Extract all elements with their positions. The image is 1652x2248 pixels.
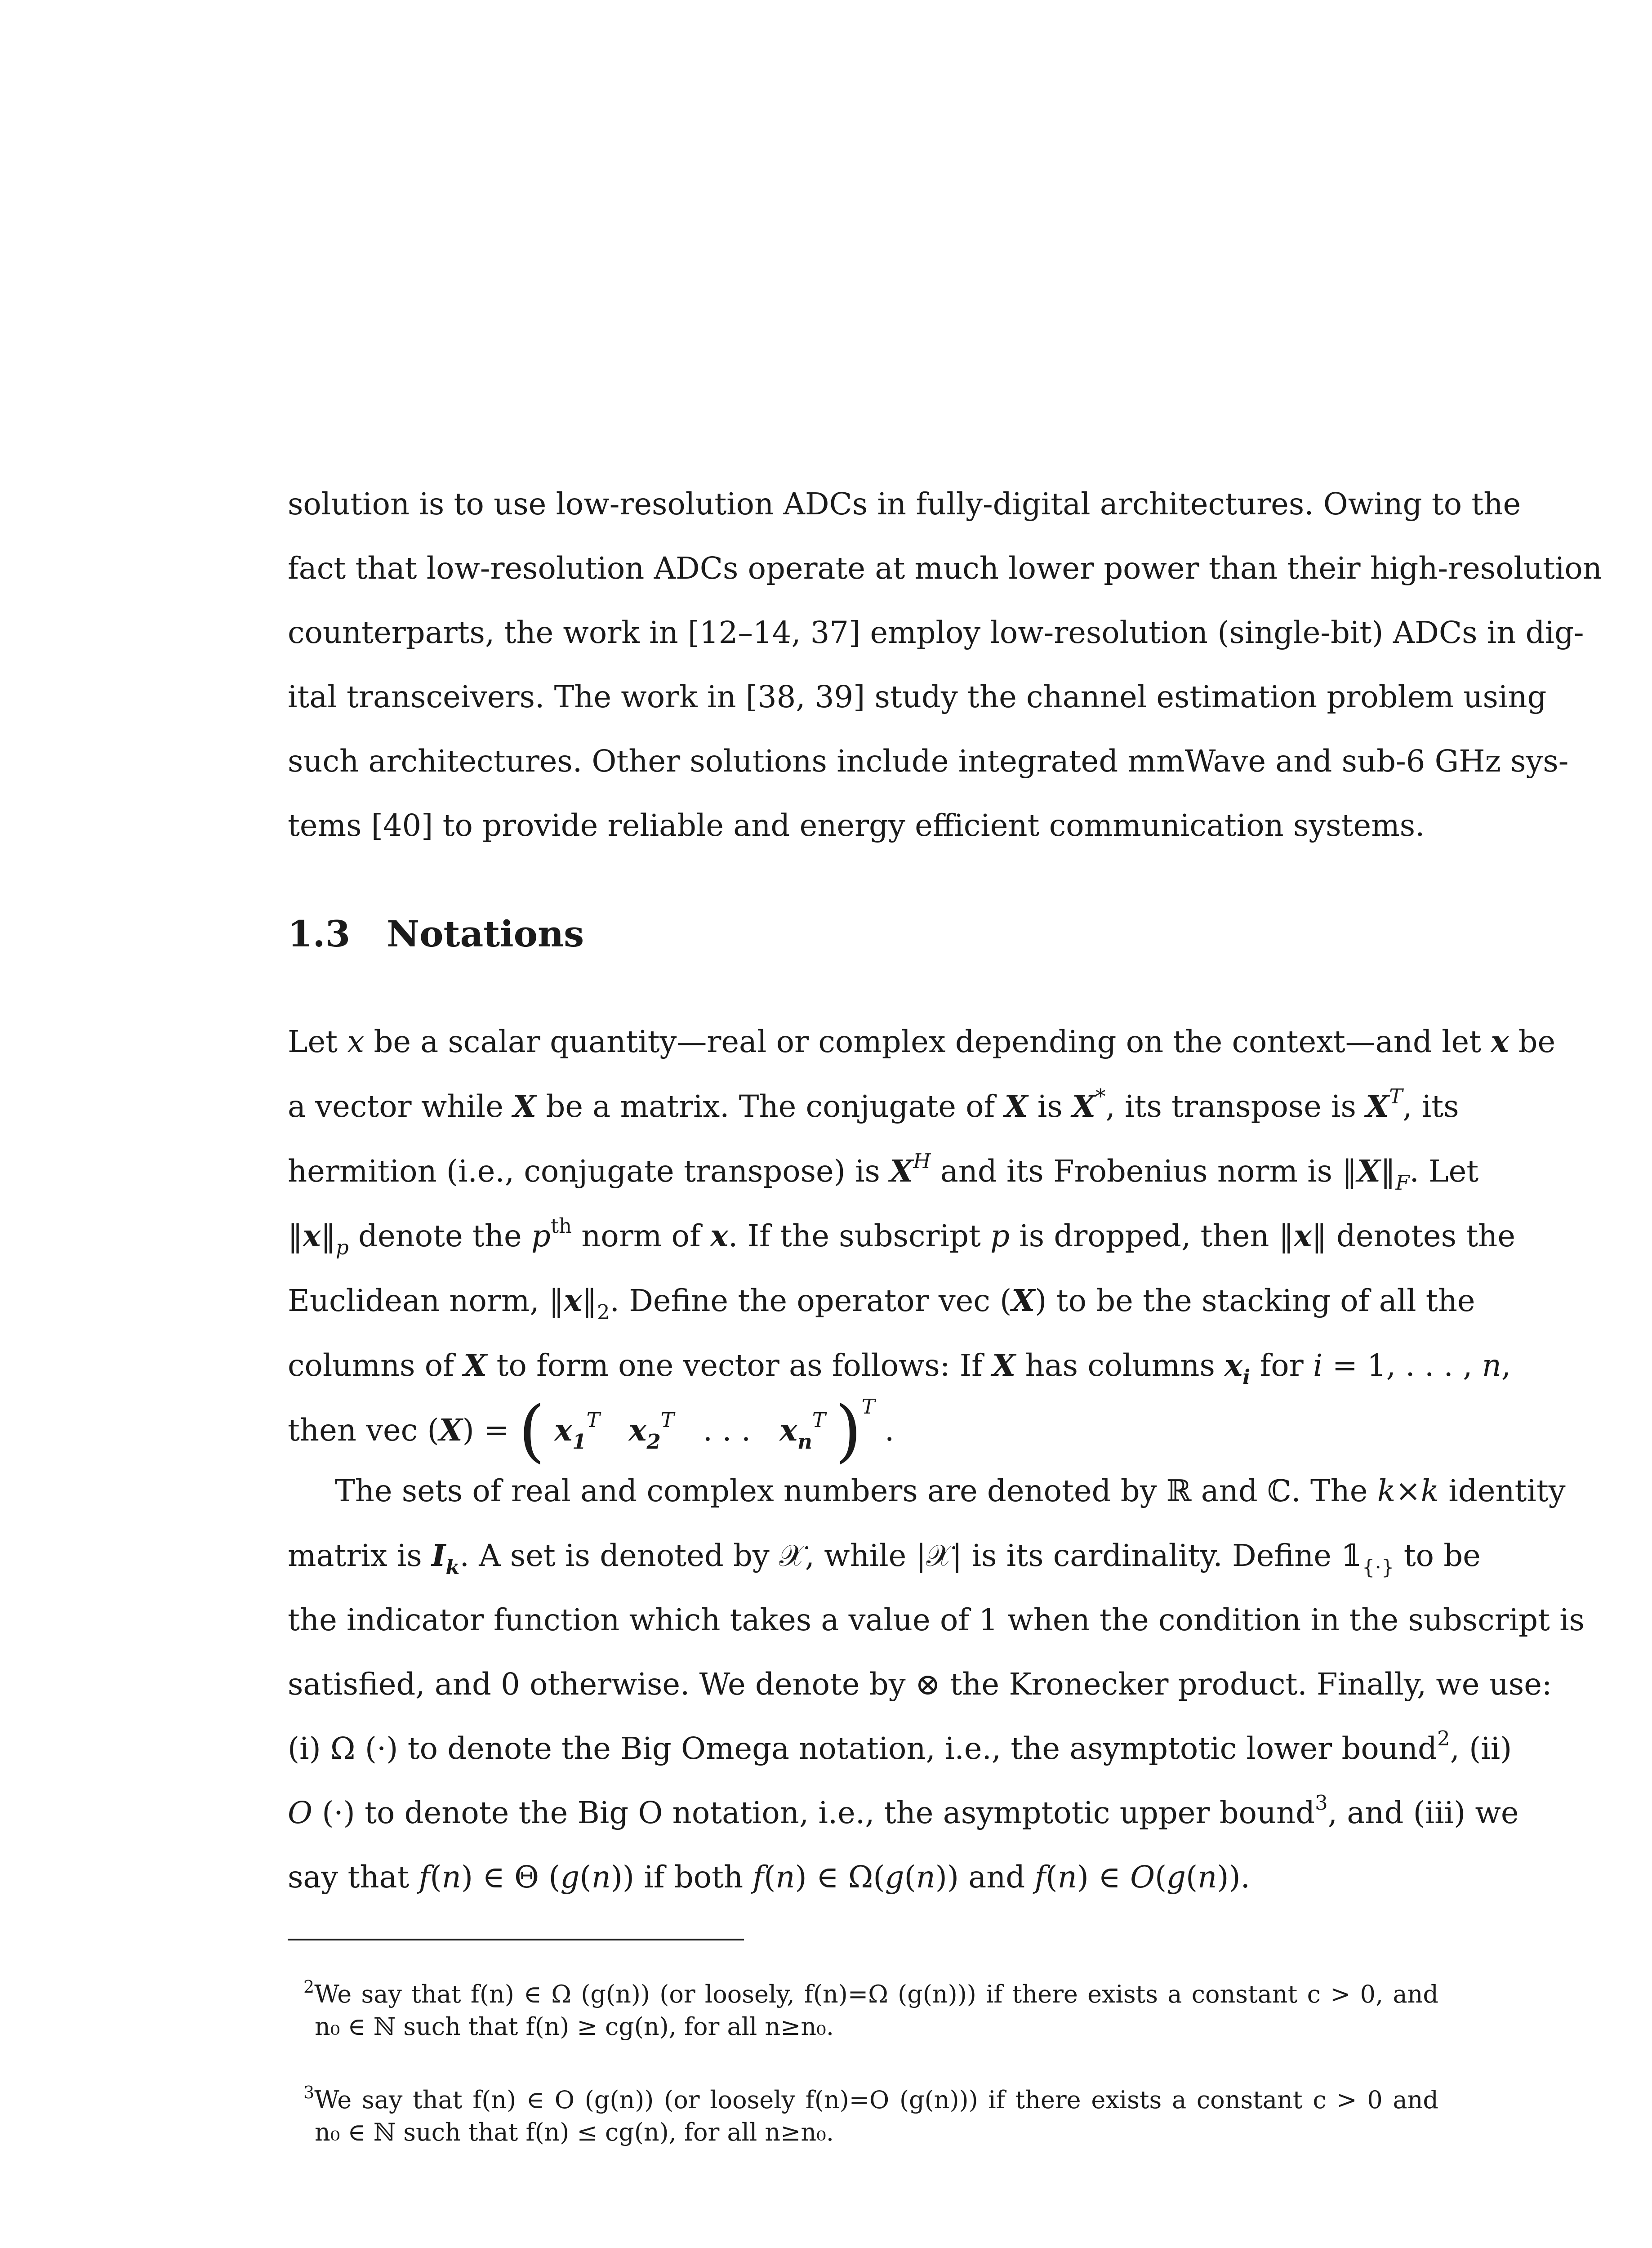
footnote-ref-2: 2 [1437, 1726, 1450, 1750]
text-line: (i) Ω (·) to denote the Big Omega notation, i.e., the asymptotic lower bound$^2$, (ii) [288, 1726, 1512, 1766]
text-line: counterparts, the work in [12–14, 37] employ low-resolution (single-bit) ADCs in dig- [288, 615, 1584, 650]
footnote-mark: 3 [303, 2083, 315, 2102]
text-line: The sets of real and complex numbers are denoted by ℝ and ℂ. The k×k identity [335, 1473, 1566, 1508]
text-line: hermition (i.e., conjugate transpose) is $X^H$ and its Frobenius norm is $‖X‖_F$. Let [288, 1149, 1479, 1195]
footnote-ref-3: 3 [1315, 1791, 1328, 1815]
text-line: say that f(n) ∈ Θ (g(n)) if both f(n) ∈ Ω(g(n)) and f(n) ∈ O(g(n)). [288, 1860, 1250, 1895]
footnote-mark: 2 [303, 1977, 315, 1997]
section-number: 1.3 [288, 913, 351, 955]
footnote-line: $^3$We say that f(n) ∈ O (g(n)) (or loosely f(n)=O (g(n))) if there exists a constant c > 0 and [303, 2083, 1438, 2114]
text-line: such architectures. Other solutions include integrated mmWave and sub-6 GHz sys- [288, 744, 1569, 779]
footnote-line: $^2$We say that f(n) ∈ Ω (g(n)) (or loosely, f(n)=Ω (g(n))) if there exists a constant c > 0, and [303, 1977, 1438, 2008]
text-line: O (·) to denote the Big O notation, i.e., the asymptotic upper bound$^3$, and (iii) we [288, 1791, 1519, 1830]
text-line: tems [40] to provide reliable and energy efficient communication systems. [288, 808, 1425, 843]
paragraph-intro-continued [288, 472, 1602, 858]
section-heading [288, 913, 584, 955]
text-line: $‖x‖_p$ denote the $p^{th}$ norm of x. If the subscript p is dropped, then ‖x‖ denotes the [288, 1214, 1515, 1259]
footnote-line: n₀ ∈ ℕ such that f(n) ≤ cg(n), for all n≥n₀. [315, 2118, 834, 2146]
text-line: columns of X to form one vector as follows: If X has columns $x_i$ for i = 1, . . . , n, [288, 1347, 1511, 1389]
footnote-separator [288, 1939, 744, 1940]
footnote-2 [288, 1978, 1438, 2043]
text-line: matrix is $I_k$. A set is denoted by 𝒳, while |𝒳| is its cardinality. Define $𝟙_{\{\cdot\}}$ to be [288, 1538, 1481, 1579]
text-line: a vector while X be a matrix. The conjugate of X is X*, its transpose is $X^T$, its [288, 1084, 1459, 1124]
text-line: solution is to use low-resolution ADCs in fully-digital architectures. Owing to the [288, 486, 1521, 522]
text-line: Let x be a scalar quantity—real or complex depending on the context—and let x be [288, 1024, 1556, 1059]
text-line: ital transceivers. The work in [38, 39] study the channel estimation problem using [288, 679, 1547, 714]
vec-definition-line: then vec (X) = ( $x_1^T$ $x_2^T$ . . . $x_n^T$ )$^T$ . [288, 1392, 895, 1470]
text-line: fact that low-resolution ADCs operate at much lower power than their high-resolution [288, 551, 1602, 586]
paragraph-notations [288, 1009, 1556, 1470]
footnote-3 [288, 2084, 1438, 2149]
paragraph-sets [288, 1459, 1585, 1909]
text-line: the indicator function which takes a value of 1 when the condition in the subscript is [288, 1602, 1585, 1637]
section-title: Notations [387, 913, 584, 955]
text-line: satisfied, and 0 otherwise. We denote by ⊗ the Kronecker product. Finally, we use: [288, 1667, 1552, 1702]
text-line: Euclidean norm, $‖x‖_2$. Define the operator vec (X) to be the stacking of all the [288, 1283, 1475, 1324]
footnote-line: n₀ ∈ ℕ such that f(n) ≥ cg(n), for all n≥n₀. [315, 2012, 834, 2041]
